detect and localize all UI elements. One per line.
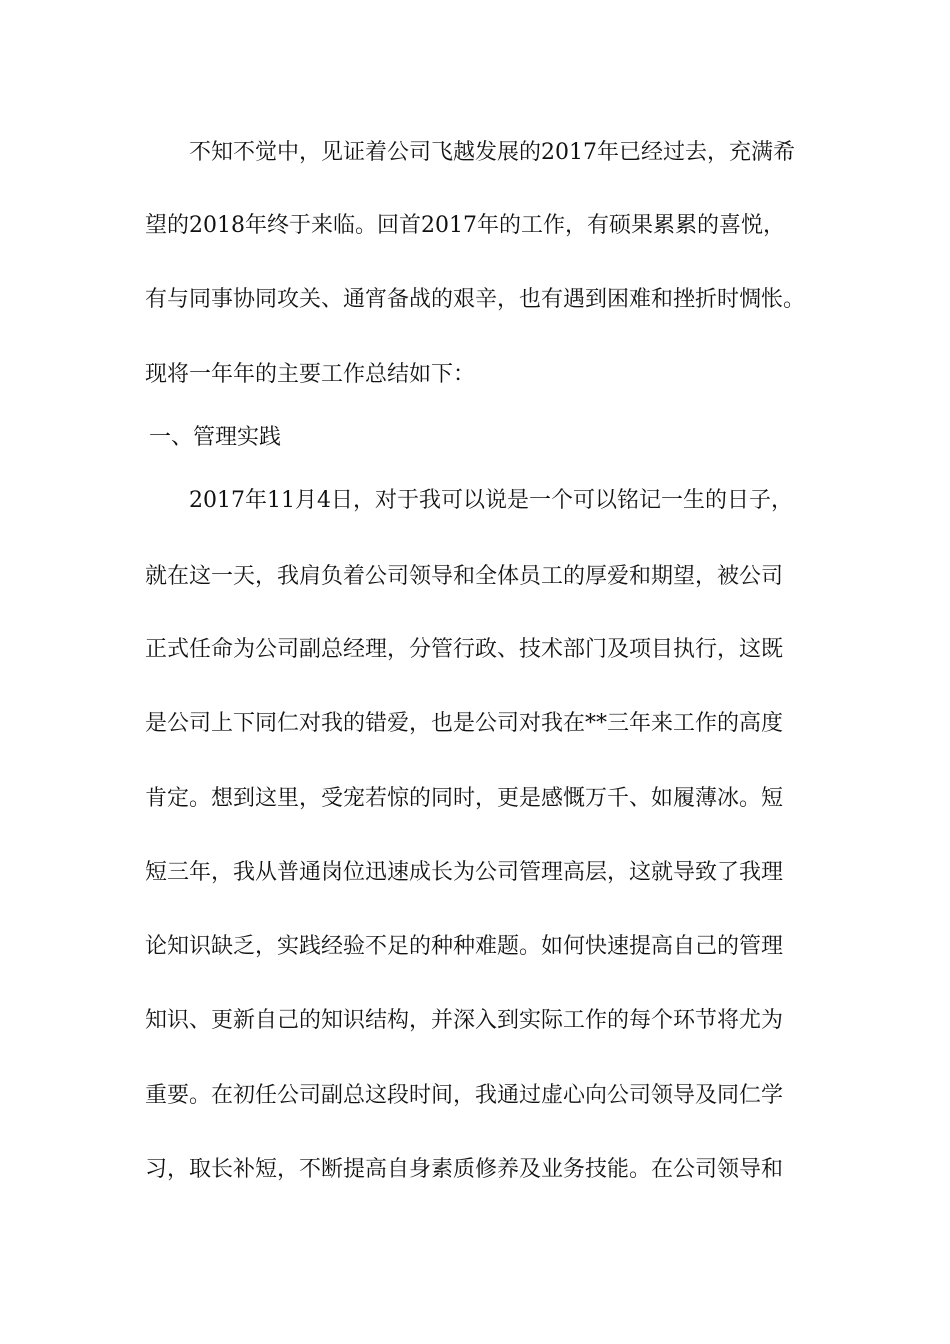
intro-line-4: 现将一年年的主要工作总结如下： — [145, 362, 476, 387]
section-line-6: 短三年，我从普通岗位迅速成长为公司管理高层，这就导致了我理 — [145, 860, 784, 885]
section-line-7: 论知识缺乏，实践经验不足的种种难题。如何快速提高自己的管理 — [145, 934, 784, 959]
section-line-8: 知识、更新自己的知识结构，并深入到实际工作的每个环节将尤为 — [145, 1008, 784, 1033]
intro-line-2: 望的2018年终于来临。回首2017年的工作，有硕果累累的喜悦， — [145, 213, 785, 238]
section-line-1: 2017年11月4日，对于我可以说是一个可以铭记一生的日子， — [189, 488, 793, 513]
section-line-9: 重要。在初任公司副总这段时间，我通过虚心向公司领导及同仁学 — [145, 1083, 784, 1108]
section-line-3: 正式任命为公司副总经理，分管行政、技术部门及项目执行，这既 — [145, 637, 784, 662]
section-line-5: 肯定。想到这里，受宠若惊的同时，更是感慨万千、如履薄冰。短 — [145, 786, 784, 811]
intro-line-1: 不知不觉中，见证着公司飞越发展的2017年已经过去，充满希 — [189, 140, 795, 165]
section-heading: 一、管理实践 — [149, 425, 282, 450]
section-line-4: 是公司上下同仁对我的错爱，也是公司对我在**三年来工作的高度 — [145, 711, 784, 736]
intro-line-3: 有与同事协同攻关、通宵备战的艰辛，也有遇到困难和挫折时惆怅。 — [145, 287, 806, 312]
section-line-2: 就在这一天，我肩负着公司领导和全体员工的厚爱和期望，被公司 — [145, 564, 784, 589]
section-line-10: 习，取长补短，不断提高自身素质修养及业务技能。在公司领导和 — [145, 1157, 784, 1182]
